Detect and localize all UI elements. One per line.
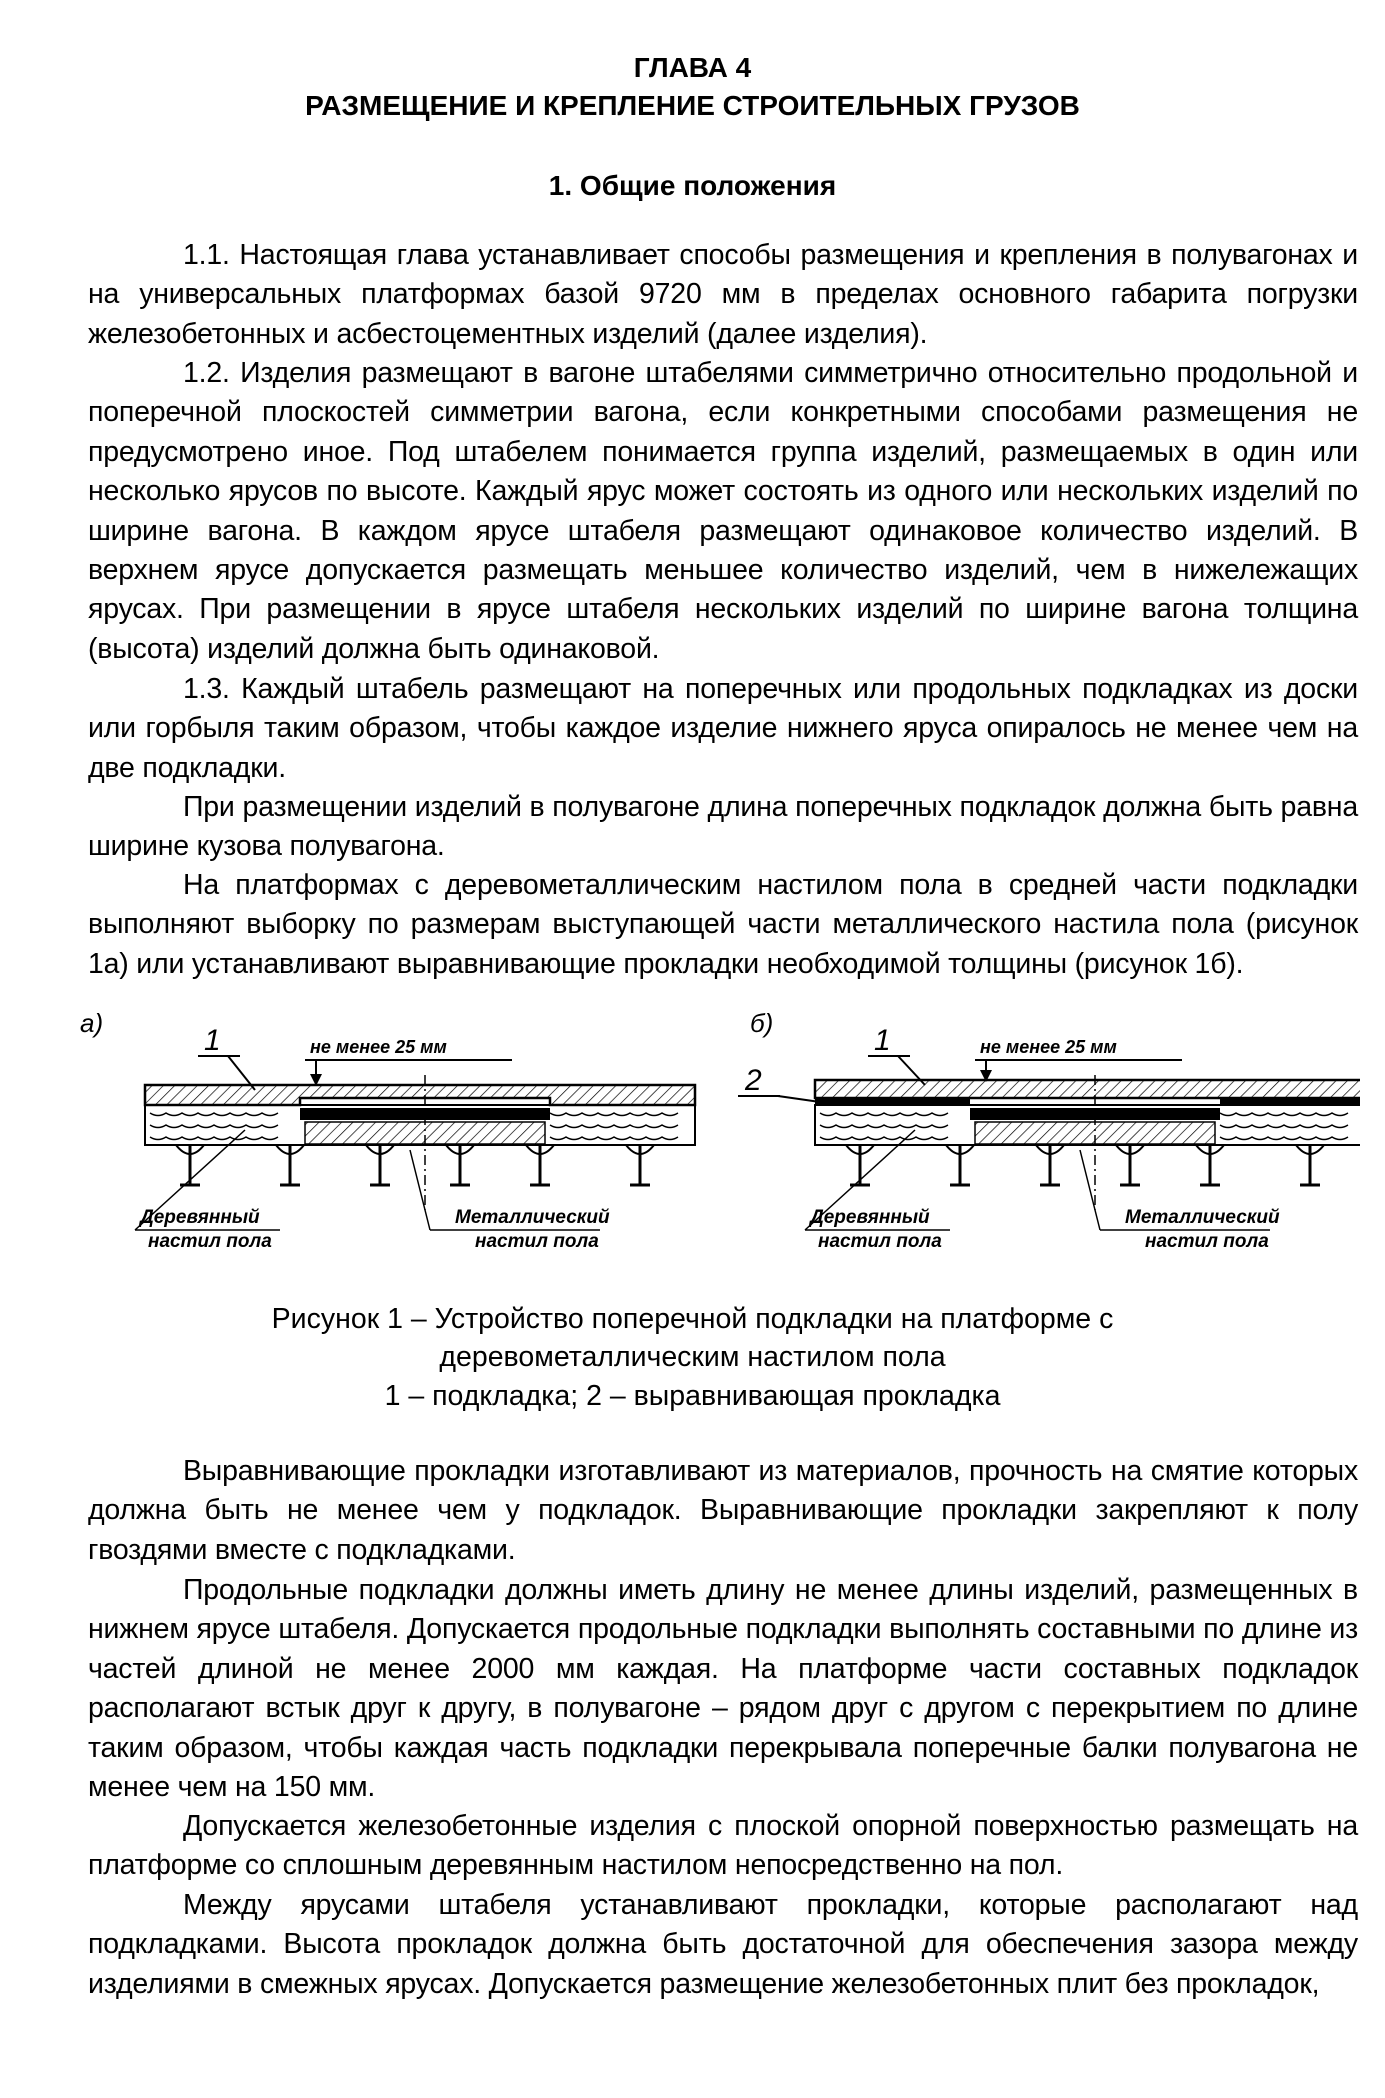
paragraph-platform: На платформах с деревометаллическим настилом пола в средней части подкладки выполняют выборку по размерам выступающей части металлического настила пола (рисунок 1а) или устанавливают выравнивающие прокладки необходимой толщины (рисунок 1б). (88, 869, 1358, 980)
callout-1-a: 1 (204, 1024, 221, 1057)
figure-caption-line-1: Рисунок 1 – Устройство поперечной подкладки на платформе с (271, 1303, 1114, 1335)
dimension-label-b: не менее 25 мм (980, 1037, 1117, 1057)
wood-floor-label-b1: Деревянный (810, 1207, 930, 1228)
panel-b-label: б) (750, 1010, 774, 1038)
paragraph-flat-surface: Допускается железобетонные изделия с плоской опорной поверхностью размещать на платформе со сплошным деревянным настилом непосредственно на пол. (88, 1810, 1358, 1882)
wood-floor-label-b2: настил пола (818, 1231, 942, 1252)
section-heading: 1. Общие положения (548, 170, 837, 201)
callout-2-b: 2 (745, 1064, 762, 1097)
panel-a-label: а) (80, 1010, 104, 1038)
metal-floor-label-b1: Металлический (1125, 1207, 1280, 1228)
wood-floor-label-a1: Деревянный (140, 1207, 260, 1228)
metal-floor-label-a2: настил пола (475, 1231, 599, 1252)
metal-floor-label-b2: настил пола (1145, 1231, 1269, 1252)
chapter-number: ГЛАВА 4 (633, 52, 752, 83)
paragraph-1-1: 1.1. Настоящая глава устанавливает способы размещения и крепления в полувагонах и на универсальных платформах базой 9720 мм в пределах основного габарита погрузки железобетонных и асбестоцементных изделий (далее изделия). (88, 239, 1358, 350)
dimension-label-a: не менее 25 мм (310, 1037, 447, 1057)
figure-panel-a (80, 1010, 695, 1252)
metal-floor-label-a1: Металлический (455, 1207, 610, 1228)
figure-panel-b (738, 1010, 1360, 1252)
paragraph-longitudinal-pads: Продольные подкладки должны иметь длину не менее длины изделий, размещенных в нижнем ярусе штабеля. Допускается продольные подкладки выполнять составными по длине из частей длиной не менее 2000 мм каждая. На платформе части составных подкладок располагают встык друг к другу, в полувагоне – рядом друг с другом с перекрытием по длине таким образом, чтобы каждая часть подкладки перекрывала поперечные балки полувагона не менее чем на 150 мм. (88, 1574, 1358, 1804)
callout-1-b: 1 (874, 1024, 891, 1057)
figure-1-diagram (80, 1010, 1360, 1275)
figure-caption-line-2: деревометаллическим настилом пола (439, 1341, 946, 1373)
figure-caption-legend: 1 – подкладка; 2 – выравнивающая прокладка (384, 1380, 1001, 1412)
paragraph-semi-wagon: При размещении изделий в полувагоне длина поперечных подкладок должна быть равна ширине кузова полувагона. (88, 791, 1358, 863)
wood-floor-label-a2: настил пола (148, 1231, 272, 1252)
paragraph-1-3: 1.3. Каждый штабель размещают на поперечных или продольных подкладках из доски или горбыля таким образом, чтобы каждое изделие нижнего яруса опиралось не менее чем на две подкладки. (88, 673, 1358, 784)
paragraph-1-2: 1.2. Изделия размещают в вагоне штабелями симметрично относительно продольной и поперечной плоскостей симметрии вагона, если конкретными способами размещения не предусмотрено иное. Под штабелем понимается группа изделий, размещаемых в один или несколько ярусов по высоте. Каждый ярус может состоять из одного или нескольких изделий по ширине вагона. В каждом ярусе штабеля размещают одинаковое количество изделий. В верхнем ярусе допускается размещать меньшее количество изделий, чем в нижележащих ярусах. При размещении в ярусе штабеля нескольких изделий по ширине вагона толщина (высота) изделий должна быть одинаковой. (88, 357, 1358, 665)
chapter-title: РАЗМЕЩЕНИЕ И КРЕПЛЕНИЕ СТРОИТЕЛЬНЫХ ГРУЗОВ (305, 90, 1080, 121)
paragraph-spacers: Между ярусами штабеля устанавливают прокладки, которые располагают над подкладками. Высота прокладок должна быть достаточной для обеспечения зазора между изделиями в смежных ярусах. Допускается размещение железобетонных плит без прокладок, (88, 1889, 1358, 2000)
paragraph-leveling-shims: Выравнивающие прокладки изготавливают из материалов, прочность на смятие которых должна быть не менее чем у подкладок. Выравнивающие прокладки закрепляют к полу гвоздями вместе с подкладками. (88, 1455, 1358, 1566)
